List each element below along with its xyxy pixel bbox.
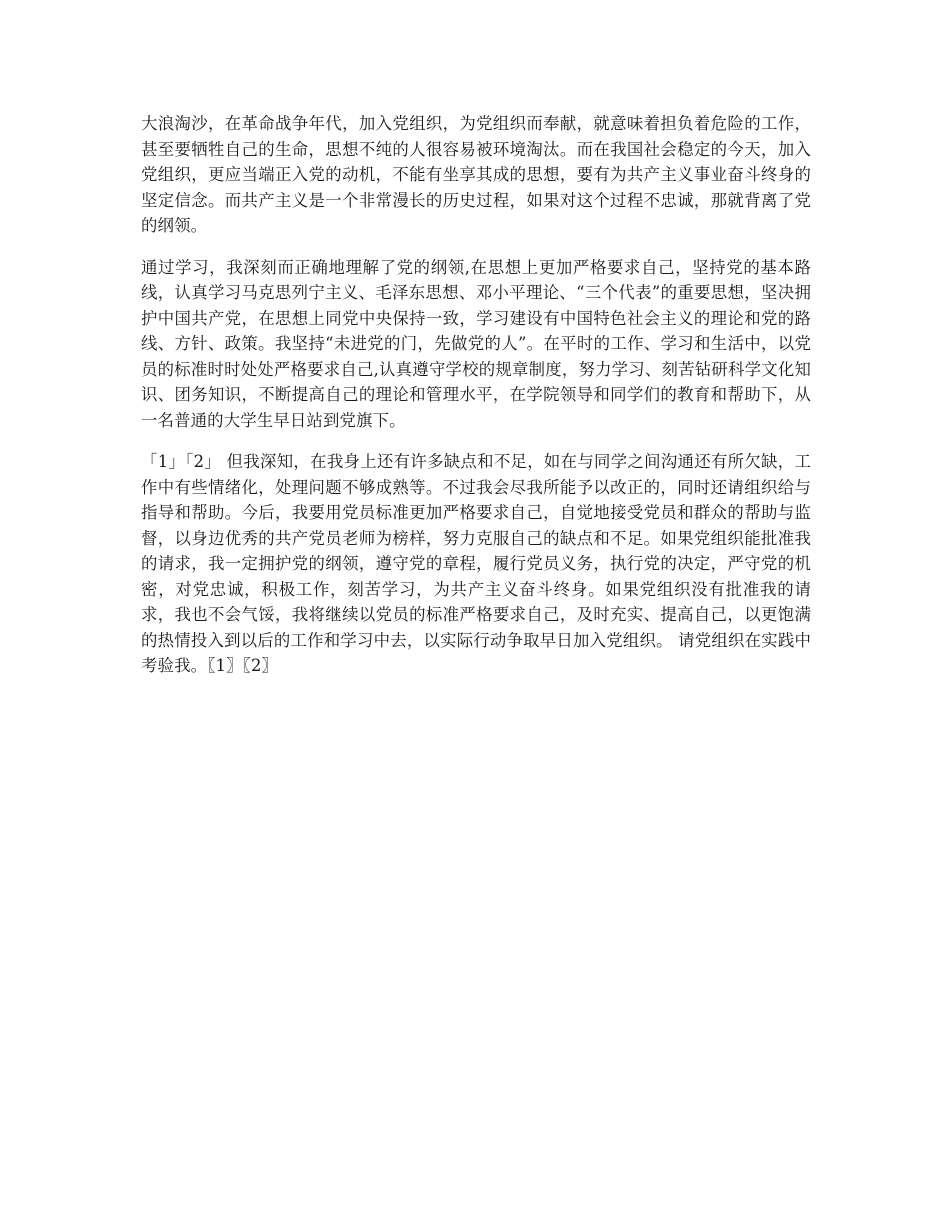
paragraph-1: 大浪淘沙，在革命战争年代，加入党组织，为党组织而奉献，就意味着担负着危险的工作，甚至要牺牲自己的生命，思想不纯的人很容易被环境淘汰。而在我国社会稳定的今天，加入党组织，更应当端正入党的动机，不能有坐享其成的思想，要有为共产主义事业奋斗终身的坚定信念。而共产主义是一个非常漫长的历史过程，如果对这个过程不忠诚，那就背离了党的纲领。 [141, 114, 811, 235]
document-page [141, 111, 811, 695]
paragraph-2: 通过学习，我深刻而正确地理解了党的纲领,在思想上更加严格要求自己，坚持党的基本路线，认真学习马克思列宁主义、毛泽东思想、邓小平理论、“三个代表”的重要思想，坚决拥护中国共产党，在思想上同党中央保持一致，学习建设有中国特色社会主义的理论和党的路线、方针、政策。我坚持“未进党的门，先做党的人”。在平时的工作、学习和生活中，以党员的标准时时处处严格要求自己,认真遵守学校的规章制度，努力学习、刻苦钻研科学文化知识、团务知识，不断提高自己的理论和管理水平，在学院领导和同学们的教育和帮助下，从一名普通的大学生早日站到党旗下。 [141, 257, 811, 430]
paragraph-3: 「1」「2」 但我深知，在我身上还有许多缺点和不足，如在与同学之间沟通还有所欠缺，工作中有些情绪化，处理问题不够成熟等。不过我会尽我所能予以改正的，同时还请组织给与指导和帮助。今后，我要用党员标准更加严格要求自己，自觉地接受党员和群众的帮助与监督，以身边优秀的共产党员老师为榜样，努力克服自己的缺点和不足。如果党组织能批准我的请求，我一定拥护党的纲领，遵守党的章程，履行党员义务，执行党的决定，严守党的机密，对党忠诚，积极工作，刻苦学习，为共产主义奋斗终身。如果党组织没有批准我的请求，我也不会气馁，我将继续以党员的标准严格要求自己，及时充实、提高自己，以更饱满的热情投入到以后的工作和学习中去，以实际行动争取早日加入党组织。 请党组织在实践中考验我。〖1〗〖2〗 [141, 452, 811, 675]
